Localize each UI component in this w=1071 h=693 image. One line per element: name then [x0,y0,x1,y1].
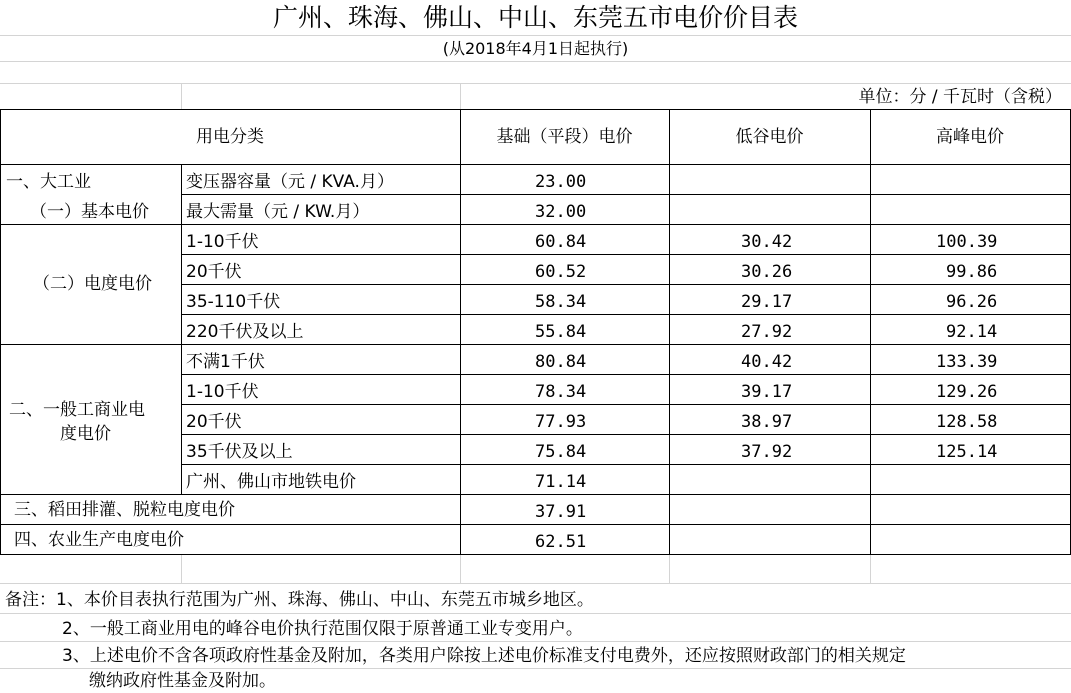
table-border [0,494,1071,495]
table-border [181,374,1071,375]
note-1: 备注：1、本价目表执行范围为广州、珠海、佛山、中山、东莞五市城乡地区。 [5,590,594,610]
valley-price-cell: 27.92 [741,322,793,342]
page-subtitle: (从2018年4月1日起执行) [442,39,629,58]
gridline [0,668,1071,669]
table-border [0,344,1071,345]
table-border [181,194,1071,195]
gridline [181,83,182,109]
base-price-cell: 60.52 [535,262,587,282]
table-border [181,434,1071,435]
note-2: 2、一般工商业用电的峰谷电价执行范围仅限于原普通工业专变用户。 [62,619,583,639]
table-border [181,464,1071,465]
base-price-cell: 55.84 [535,322,587,342]
valley-price-cell: 40.42 [741,352,793,372]
group-energy-price: （二）电度电价 [33,274,152,294]
base-price-cell: 77.93 [535,412,587,432]
gridline [0,583,1071,584]
valley-price-cell: 29.17 [741,292,793,312]
table-border [0,109,1,555]
peak-price-cell: 92.14 [946,322,998,342]
group-general-commercial-1: 二、一般工商业电 [9,400,145,420]
gridline [460,83,461,109]
row-subcategory: 35千伏及以上 [186,442,293,462]
header-base-price: 基础（平段）电价 [496,127,633,147]
row-subcategory: 20千伏 [186,412,242,432]
row-subcategory: 最大需量（元 / KW.月） [186,202,370,222]
gridline [0,61,1071,62]
page-title: 广州、珠海、佛山、中山、东莞五市电价价目表 [272,3,798,32]
header-peak-price: 高峰电价 [936,127,1004,147]
peak-price-cell: 96.26 [946,292,998,312]
base-price-cell: 78.34 [535,382,587,402]
gridline [870,554,871,584]
table-border [0,554,1071,555]
base-price-cell: 37.91 [535,502,587,522]
table-border [669,109,670,555]
table-border [0,224,1071,225]
gridline [460,554,461,584]
group-large-industry: 一、大工业 [6,172,91,192]
row-subcategory: 1-10千伏 [186,232,259,252]
base-price-cell: 32.00 [535,202,587,222]
group-basic-price: （一）基本电价 [30,202,149,222]
peak-price-cell: 128.58 [936,412,998,432]
valley-price-cell: 39.17 [741,382,793,402]
header-category: 用电分类 [196,127,264,147]
peak-price-cell: 99.86 [946,262,998,282]
valley-price-cell: 30.26 [741,262,793,282]
header-valley-price: 低谷电价 [735,127,804,147]
group-general-commercial-2: 度电价 [60,424,111,444]
table-border [0,524,1071,525]
note-3-continued: 缴纳政府性基金及附加。 [89,671,276,691]
group-agriculture: 四、农业生产电度电价 [14,530,184,550]
gridline [0,35,1071,36]
base-price-cell: 62.51 [535,532,587,552]
base-price-cell: 58.34 [535,292,587,312]
peak-price-cell: 125.14 [936,442,998,462]
row-subcategory: 20千伏 [186,262,242,282]
base-price-cell: 71.14 [535,472,587,492]
row-subcategory: 不满1千伏 [186,352,265,372]
valley-price-cell: 37.92 [741,442,793,462]
row-subcategory: 220千伏及以上 [186,322,304,342]
table-border [181,284,1071,285]
row-subcategory: 1-10千伏 [186,382,259,402]
gridline [669,554,670,584]
unit-label: 单位：分 / 千瓦时（含税） [858,87,1062,107]
valley-price-cell: 38.97 [741,412,793,432]
peak-price-cell: 133.39 [936,352,998,372]
table-border [181,254,1071,255]
table-border [181,404,1071,405]
table-border [460,109,461,555]
table-border [181,314,1071,315]
table-border [0,164,1071,165]
base-price-cell: 80.84 [535,352,587,372]
row-subcategory: 变压器容量（元 / KVA.月） [186,172,394,192]
row-subcategory: 广州、佛山市地铁电价 [186,472,356,492]
table-border [870,109,871,555]
gridline [0,641,1071,642]
gridline [181,554,182,584]
peak-price-cell: 129.26 [936,382,998,402]
row-subcategory: 35-110千伏 [186,292,281,312]
group-paddy-irrigation: 三、稻田排灌、脱粒电度电价 [14,500,235,520]
gridline [0,83,1071,84]
table-border [181,164,182,495]
peak-price-cell: 100.39 [936,232,998,252]
gridline [0,613,1071,614]
note-3: 3、上述电价不含各项政府性基金及附加，各类用户除按上述电价标准支付电费外，还应按照财政部门的相关规定 [62,646,906,666]
valley-price-cell: 30.42 [741,232,793,252]
table-border [0,109,1071,110]
base-price-cell: 23.00 [535,172,587,192]
base-price-cell: 60.84 [535,232,587,252]
base-price-cell: 75.84 [535,442,587,462]
